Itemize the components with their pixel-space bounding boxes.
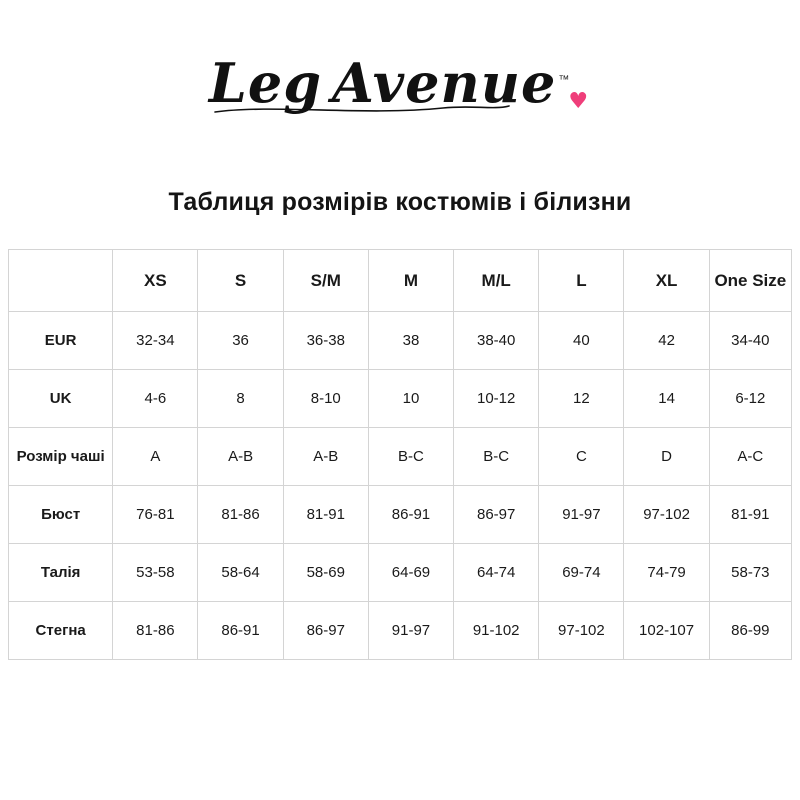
cell-waist-ml: 64-74	[454, 544, 539, 602]
cell-uk-l: 12	[539, 370, 624, 428]
cell-cup-xs: A	[113, 428, 198, 486]
heart-icon: ♥	[568, 88, 590, 114]
table-corner-cell	[9, 250, 113, 312]
brand-word-leg: Leg	[208, 51, 323, 115]
cell-cup-l: C	[539, 428, 624, 486]
cell-eur-sm: 36-38	[283, 312, 368, 370]
brand-logo-text	[208, 51, 591, 115]
cell-bust-m: 86-91	[368, 486, 453, 544]
cell-uk-xl: 14	[624, 370, 709, 428]
row-header-bust: Бюст	[9, 486, 113, 544]
cell-hips-sm: 86-97	[283, 602, 368, 660]
cell-cup-one-size: A-C	[709, 428, 791, 486]
cell-cup-m: B-C	[368, 428, 453, 486]
cell-uk-m: 10	[368, 370, 453, 428]
cell-hips-xl: 102-107	[624, 602, 709, 660]
column-header-one-size: One Size	[709, 250, 791, 312]
column-header-sm: S/M	[283, 250, 368, 312]
cell-eur-s: 36	[198, 312, 283, 370]
column-header-xs: XS	[113, 250, 198, 312]
table-row	[9, 486, 792, 544]
size-table-container	[8, 249, 792, 660]
cell-cup-ml: B-C	[454, 428, 539, 486]
row-header-waist: Талія	[9, 544, 113, 602]
cell-uk-xs: 4-6	[113, 370, 198, 428]
cell-waist-l: 69-74	[539, 544, 624, 602]
cell-eur-xl: 42	[624, 312, 709, 370]
cell-hips-m: 91-97	[368, 602, 453, 660]
cell-bust-sm: 81-91	[283, 486, 368, 544]
table-header-row	[9, 250, 792, 312]
cell-cup-sm: A-B	[283, 428, 368, 486]
table-row	[9, 544, 792, 602]
cell-waist-m: 64-69	[368, 544, 453, 602]
cell-cup-s: A-B	[198, 428, 283, 486]
cell-bust-l: 91-97	[539, 486, 624, 544]
column-header-m: M	[368, 250, 453, 312]
table-row	[9, 370, 792, 428]
cell-bust-xl: 97-102	[624, 486, 709, 544]
cell-waist-xs: 53-58	[113, 544, 198, 602]
cell-bust-xs: 76-81	[113, 486, 198, 544]
row-header-cup-size: Розмір чаші	[9, 428, 113, 486]
brand-logo	[0, 0, 800, 115]
cell-cup-xl: D	[624, 428, 709, 486]
cell-bust-s: 81-86	[198, 486, 283, 544]
cell-waist-s: 58-64	[198, 544, 283, 602]
cell-uk-s: 8	[198, 370, 283, 428]
cell-eur-l: 40	[539, 312, 624, 370]
cell-hips-xs: 81-86	[113, 602, 198, 660]
page-title: Таблиця розмірів костюмів і білизни	[168, 188, 632, 216]
column-header-ml: M/L	[454, 250, 539, 312]
column-header-xl: XL	[624, 250, 709, 312]
cell-hips-one-size: 86-99	[709, 602, 791, 660]
table-row	[9, 312, 792, 370]
cell-eur-xs: 32-34	[113, 312, 198, 370]
column-header-s: S	[198, 250, 283, 312]
size-table-body	[9, 312, 792, 660]
cell-waist-one-size: 58-73	[709, 544, 791, 602]
row-header-uk: UK	[9, 370, 113, 428]
column-header-l: L	[539, 250, 624, 312]
table-row	[9, 602, 792, 660]
brand-word-avenue: Avenue	[332, 51, 557, 115]
cell-eur-m: 38	[368, 312, 453, 370]
cell-bust-ml: 86-97	[454, 486, 539, 544]
cell-hips-l: 97-102	[539, 602, 624, 660]
cell-hips-ml: 91-102	[454, 602, 539, 660]
cell-hips-s: 86-91	[198, 602, 283, 660]
row-header-hips: Стегна	[9, 602, 113, 660]
row-header-eur: EUR	[9, 312, 113, 370]
cell-eur-ml: 38-40	[454, 312, 539, 370]
table-row	[9, 428, 792, 486]
size-table	[8, 249, 792, 660]
cell-uk-sm: 8-10	[283, 370, 368, 428]
cell-bust-one-size: 81-91	[709, 486, 791, 544]
trademark-symbol: ™	[558, 74, 571, 86]
cell-eur-one-size: 34-40	[709, 312, 791, 370]
size-table-head	[9, 250, 792, 312]
cell-uk-ml: 10-12	[454, 370, 539, 428]
cell-waist-sm: 58-69	[283, 544, 368, 602]
cell-waist-xl: 74-79	[624, 544, 709, 602]
cell-uk-one-size: 6-12	[709, 370, 791, 428]
